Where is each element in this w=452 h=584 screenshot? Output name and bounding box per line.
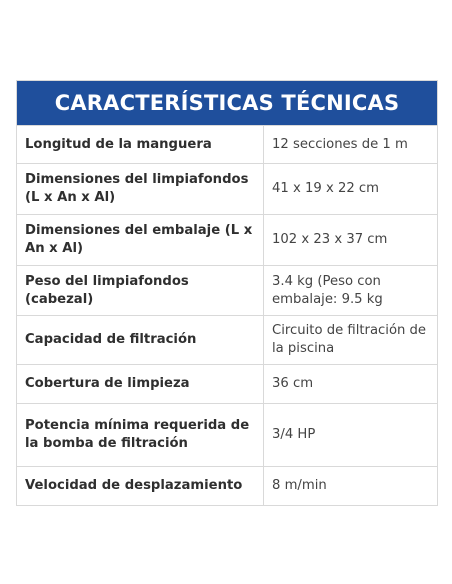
spec-row-hose-length <box>17 126 437 164</box>
spec-row-cleaning-coverage <box>17 365 437 404</box>
spec-row-cleaner-weight <box>17 266 437 316</box>
spec-row-travel-speed <box>17 467 437 506</box>
spec-label: Velocidad de desplazamiento <box>17 467 264 506</box>
spec-label: Peso del limpiafondos (cabezal) <box>17 266 264 316</box>
spec-row-minimum-pump-power <box>17 404 437 467</box>
spec-row-package-dimensions <box>17 215 437 266</box>
spec-label: Cobertura de limpieza <box>17 365 264 404</box>
spec-label: Longitud de la manguera <box>17 126 264 164</box>
spec-value: 41 x 19 x 22 cm <box>264 164 438 215</box>
spec-value: 12 secciones de 1 m <box>264 126 438 164</box>
spec-label: Potencia mínima requerida de la bomba de filtración <box>17 404 264 467</box>
specifications-title: CARACTERÍSTICAS TÉCNICAS <box>17 81 437 125</box>
spec-value: 102 x 23 x 37 cm <box>264 215 438 266</box>
spec-value: 3/4 HP <box>264 404 438 467</box>
specifications-card <box>16 80 438 506</box>
spec-label: Dimensiones del limpiafondos (L x An x Al) <box>17 164 264 215</box>
spec-value: 36 cm <box>264 365 438 404</box>
spec-row-filtration-capacity <box>17 316 437 365</box>
spec-row-cleaner-dimensions <box>17 164 437 215</box>
specifications-table <box>17 125 437 505</box>
spec-value: 8 m/min <box>264 467 438 506</box>
spec-label: Capacidad de filtración <box>17 316 264 365</box>
spec-value: 3.4 kg (Peso con embalaje: 9.5 kg <box>264 266 438 316</box>
spec-label: Dimensiones del embalaje (L x An x Al) <box>17 215 264 266</box>
spec-value: Circuito de filtración de la piscina <box>264 316 438 365</box>
